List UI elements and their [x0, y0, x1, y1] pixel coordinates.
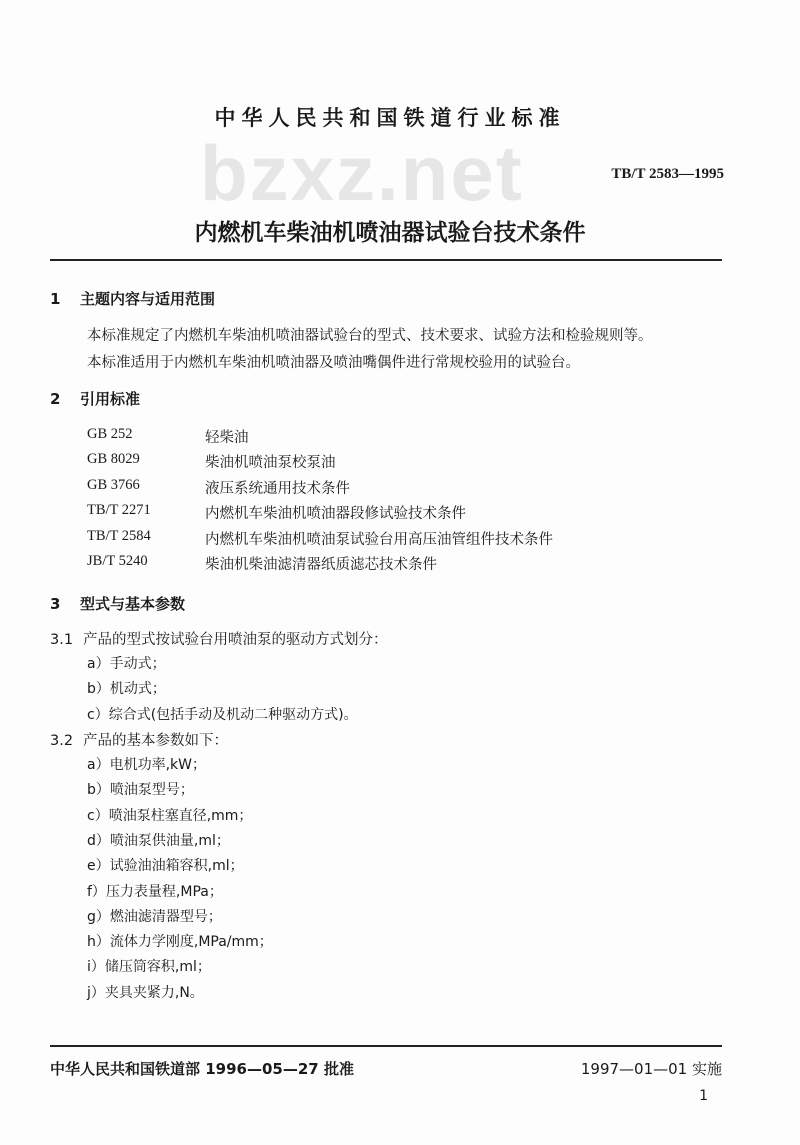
section-title: 型式与基本参数: [80, 595, 186, 613]
list-item: j）夹具夹紧力,N。: [87, 984, 204, 1001]
reference-title: 液压系统通用技术条件: [205, 480, 350, 497]
standard-code: TB/T 2583—1995: [611, 166, 724, 182]
list-item: h）流体力学刚度,MPa/mm；: [87, 934, 273, 951]
reference-code: JB/T 5240: [87, 553, 148, 569]
reference-code: GB 8029: [87, 451, 140, 468]
reference-title: 内燃机车柴油机喷油泵试验台用高压油管组件技术条件: [205, 531, 553, 548]
document-title: 内燃机车柴油机喷油器试验台技术条件: [194, 220, 586, 246]
paragraph: 本标准规定了内燃机车柴油机喷油器试验台的型式、技术要求、试验方法和检验规则等。: [87, 328, 653, 344]
section-title: 主题内容与适用范围: [80, 290, 216, 308]
clause-number: 3.2: [50, 733, 74, 749]
list-item: i）储压筒容积,ml；: [87, 959, 211, 976]
section-title: 引用标准: [80, 390, 141, 408]
section-1-heading: [50, 288, 215, 309]
clause-number: 3.1: [50, 632, 74, 648]
list-item: e）试验油油箱容积,ml；: [87, 858, 244, 875]
reference-code: TB/T 2271: [87, 502, 151, 519]
list-item: b）机动式；: [87, 681, 166, 698]
reference-title: 内燃机车柴油机喷油器段修试验技术条件: [205, 506, 466, 523]
clause-3-1: [50, 628, 388, 649]
list-item: a）手动式；: [87, 656, 166, 672]
section-number: 3: [50, 595, 61, 613]
page-number: 1: [699, 1088, 708, 1104]
reference-code: TB/T 2584: [87, 527, 151, 544]
watermark: bzxz.net: [200, 129, 524, 217]
clause-text: 产品的型式按试验台用喷油泵的驱动方式划分：: [83, 632, 388, 648]
approval-date: 中华人民共和国铁道部 1996—05—27 批准: [50, 1060, 354, 1078]
reference-code: GB 252: [87, 426, 133, 442]
header-divider: [50, 259, 722, 261]
issuer-header: 中华人民共和国铁道行业标准: [214, 106, 566, 130]
list-item: f）压力表量程,MPa；: [87, 883, 223, 900]
reference-code: GB 3766: [87, 476, 140, 493]
footer-divider: [50, 1045, 722, 1047]
list-item: c）喷油泵柱塞直径,mm；: [87, 807, 253, 824]
section-number: 2: [50, 390, 61, 408]
reference-title: 柴油机柴油滤清器纸质滤芯技术条件: [205, 557, 437, 573]
list-item: a）电机功率,kW；: [87, 757, 206, 773]
clause-3-2: [50, 729, 228, 750]
section-number: 1: [50, 290, 61, 308]
paragraph: 本标准适用于内燃机车柴油机喷油器及喷油嘴偶件进行常规校验用的试验台。: [87, 355, 580, 371]
reference-title: 柴油机喷油泵校泵油: [205, 455, 336, 472]
list-item: d）喷油泵供油量,ml；: [87, 832, 230, 849]
list-item: g）燃油滤清器型号；: [87, 908, 222, 925]
effective-date: 1997—01—01 实施: [580, 1060, 722, 1078]
clause-text: 产品的基本参数如下：: [83, 733, 228, 749]
section-3-heading: [50, 593, 185, 614]
list-item: b）喷油泵型号；: [87, 782, 194, 799]
list-item: c）综合式(包括手动及机动二种驱动方式)。: [87, 706, 358, 723]
reference-title: 轻柴油: [205, 430, 249, 446]
section-2-heading: [50, 388, 140, 409]
